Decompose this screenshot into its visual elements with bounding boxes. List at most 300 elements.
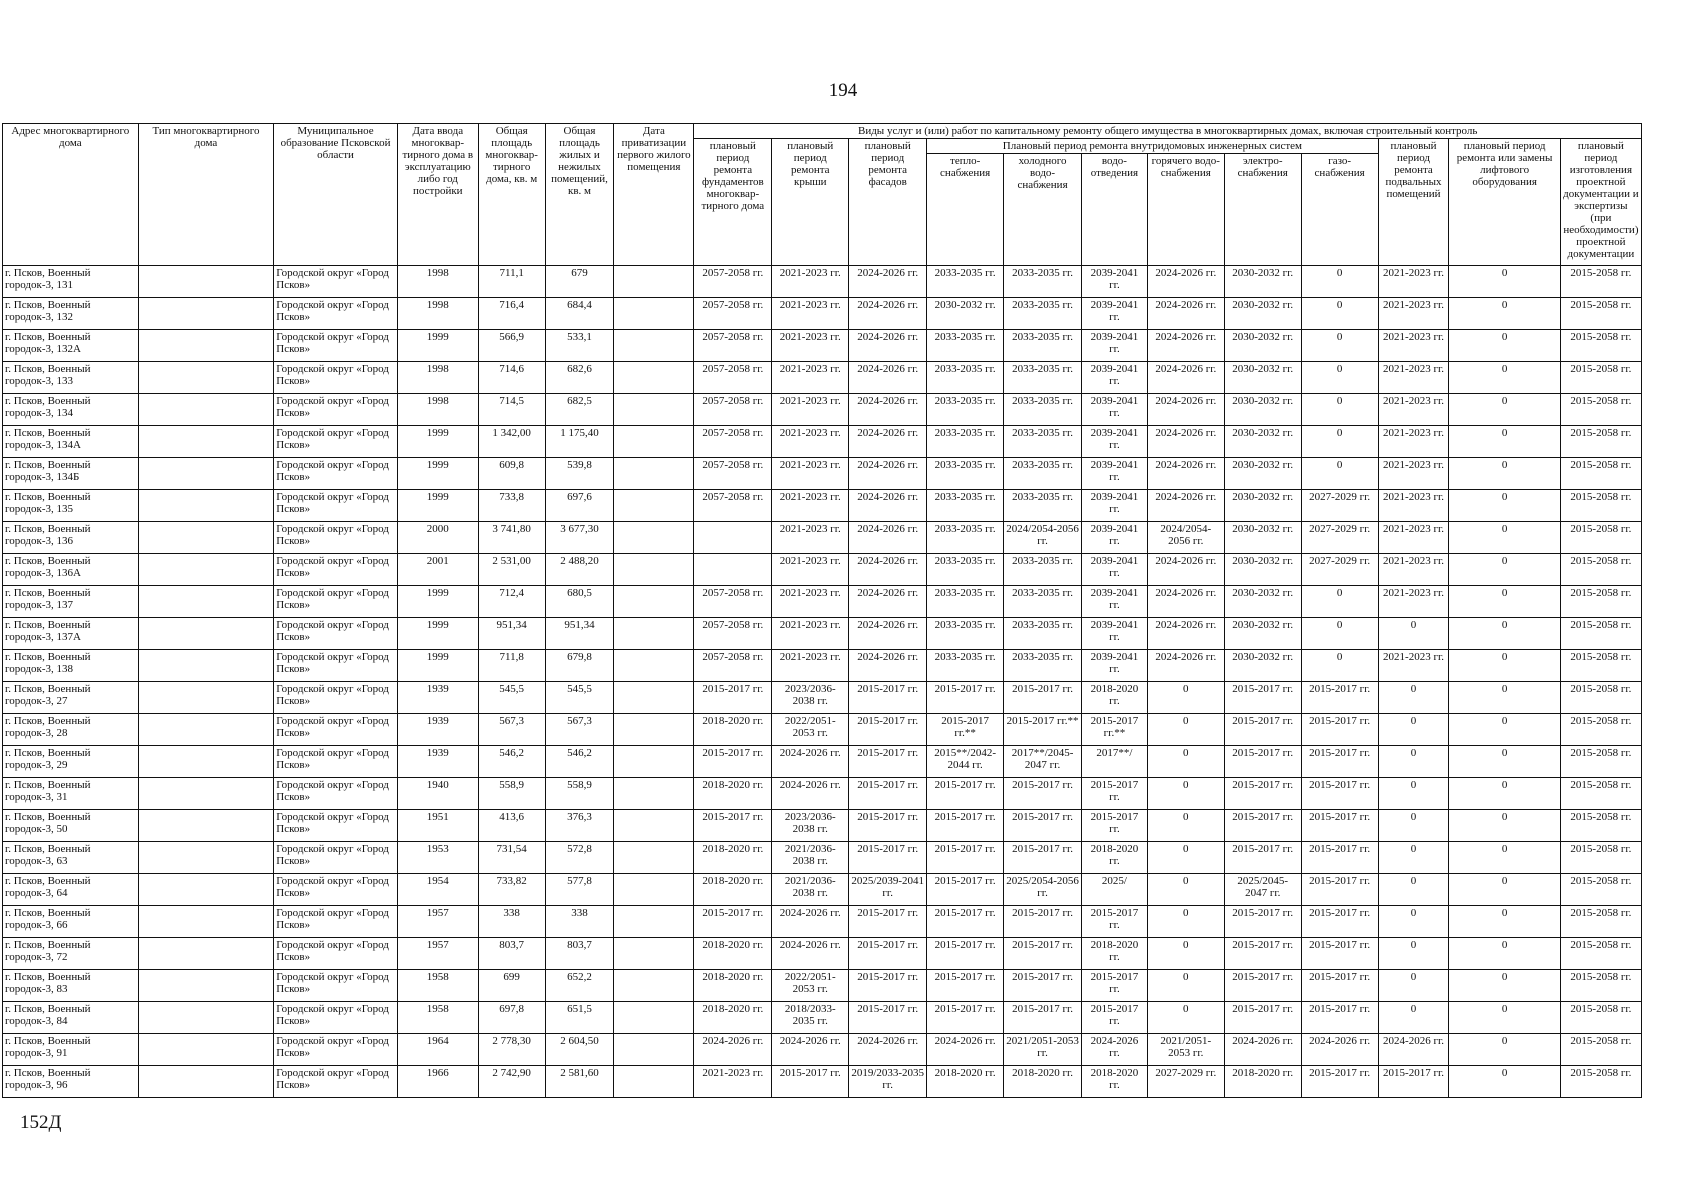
table-cell: 2015-2017 гг. [1301, 938, 1378, 970]
table-cell: 2015-2058 гг. [1560, 522, 1641, 554]
table-cell: 2015-2058 гг. [1560, 266, 1641, 298]
table-cell: 2015-2017 гг. [1004, 970, 1082, 1002]
table-cell: 0 [1449, 458, 1560, 490]
table-cell: 2057-2058 гг. [694, 266, 772, 298]
table-cell: 0 [1378, 778, 1449, 810]
table-cell: 0 [1147, 874, 1224, 906]
table-cell: 2015-2017 гг. [1004, 682, 1082, 714]
table-cell: Городской округ «Город Псков» [274, 298, 398, 330]
table-cell: 2015-2017 гг. [1301, 682, 1378, 714]
header-privatization-date: Дата приватизации первого жилого помещения [614, 124, 694, 266]
table-cell: 0 [1147, 842, 1224, 874]
table-cell: 2033-2035 гг. [1004, 650, 1082, 682]
table-cell: 533,1 [545, 330, 614, 362]
table-cell: 711,8 [478, 650, 545, 682]
table-cell: 2024-2026 гг. [927, 1034, 1004, 1066]
table-cell: 2033-2035 гг. [927, 458, 1004, 490]
table-cell: 0 [1301, 298, 1378, 330]
table-cell: 2015-2017 гг. [1224, 970, 1301, 1002]
table-cell: 2024-2026 гг. [849, 330, 927, 362]
table-row [3, 458, 1642, 490]
table-cell: 577,8 [545, 874, 614, 906]
table-cell [138, 1034, 274, 1066]
table-cell: 0 [1449, 586, 1560, 618]
table-cell: 2021-2023 гг. [772, 330, 849, 362]
table-cell: 2021-2023 гг. [1378, 426, 1449, 458]
table-row [3, 714, 1642, 746]
table-cell: 680,5 [545, 586, 614, 618]
table-cell: 1957 [397, 938, 478, 970]
table-cell: 539,8 [545, 458, 614, 490]
table-cell: 2015-2017 гг. [1224, 906, 1301, 938]
table-cell: 2015-2017 гг. [849, 842, 927, 874]
table-cell: 1958 [397, 970, 478, 1002]
table-cell: 2015-2017 гг. [694, 810, 772, 842]
table-cell: 697,6 [545, 490, 614, 522]
table-cell: 2021/2051-2053 гг. [1147, 1034, 1224, 1066]
table-cell: 2033-2035 гг. [1004, 490, 1082, 522]
table-cell: 2023/2036-2038 гг. [772, 810, 849, 842]
table-cell: 2022/2051-2053 гг. [772, 714, 849, 746]
table-cell: 1940 [397, 778, 478, 810]
table-cell: 2025/2054-2056 гг. [1004, 874, 1082, 906]
table-cell: 2024-2026 гг. [849, 426, 927, 458]
table-cell: 2030-2032 гг. [1224, 298, 1301, 330]
table-cell: 0 [1449, 650, 1560, 682]
table-cell [614, 874, 694, 906]
table-cell: 1958 [397, 1002, 478, 1034]
table-cell: 338 [545, 906, 614, 938]
table-cell: г. Псков, Военный городок-3, 131 [3, 266, 139, 298]
table-cell: Городской округ «Город Псков» [274, 842, 398, 874]
table-cell [614, 810, 694, 842]
table-cell: 2027-2029 гг. [1301, 490, 1378, 522]
table-cell: 684,4 [545, 298, 614, 330]
table-cell: 2027-2029 гг. [1147, 1066, 1224, 1098]
table-cell: 716,4 [478, 298, 545, 330]
table-cell: 2015-2017 гг. [1301, 1066, 1378, 1098]
table-cell: 2024-2026 гг. [1147, 362, 1224, 394]
table-cell [614, 426, 694, 458]
table-cell: 2000 [397, 522, 478, 554]
table-cell: Городской округ «Город Псков» [274, 330, 398, 362]
table-cell: 0 [1378, 714, 1449, 746]
table-cell: 0 [1378, 682, 1449, 714]
table-cell: 2015-2017 гг.** [1082, 714, 1148, 746]
table-cell: 2039-2041 гг. [1082, 650, 1148, 682]
table-cell: 2021-2023 гг. [772, 586, 849, 618]
table-cell: 2015-2058 гг. [1560, 490, 1641, 522]
table-cell [614, 298, 694, 330]
table-cell: 2015-2017 гг. [1301, 906, 1378, 938]
table-cell [138, 298, 274, 330]
table-cell: Городской округ «Город Псков» [274, 746, 398, 778]
table-cell: 0 [1449, 362, 1560, 394]
table-cell: 0 [1301, 586, 1378, 618]
table-cell: 652,2 [545, 970, 614, 1002]
table-cell: 682,6 [545, 362, 614, 394]
table-cell: 2024-2026 гг. [849, 458, 927, 490]
table-cell: 2024-2026 гг. [772, 938, 849, 970]
table-cell: 2015-2017 гг. [927, 874, 1004, 906]
table-cell: г. Псков, Военный городок-3, 31 [3, 778, 139, 810]
table-cell: 2015-2017 гг. [927, 970, 1004, 1002]
table-cell: 2021-2023 гг. [1378, 362, 1449, 394]
table-cell: 546,2 [545, 746, 614, 778]
table-cell: Городской округ «Город Псков» [274, 362, 398, 394]
table-cell: 2021/2036-2038 гг. [772, 842, 849, 874]
table-cell: Городской округ «Город Псков» [274, 266, 398, 298]
header-hot-water: горячего водо-снабжения [1147, 154, 1224, 266]
table-cell: 2018/2033-2035 гг. [772, 1002, 849, 1034]
table-cell: 2 778,30 [478, 1034, 545, 1066]
table-cell: 1999 [397, 490, 478, 522]
table-cell: 2021/2051-2053 гг. [1004, 1034, 1082, 1066]
table-cell [138, 1066, 274, 1098]
table-cell [138, 362, 274, 394]
table-cell [138, 906, 274, 938]
table-cell: 2021-2023 гг. [1378, 554, 1449, 586]
table-cell: г. Псков, Военный городок-3, 63 [3, 842, 139, 874]
table-cell [614, 458, 694, 490]
table-cell: 2025/2045-2047 гг. [1224, 874, 1301, 906]
table-cell [138, 778, 274, 810]
table-cell: 0 [1378, 746, 1449, 778]
table-cell: 1939 [397, 746, 478, 778]
table-cell: 2021-2023 гг. [1378, 458, 1449, 490]
table-cell: 2024-2026 гг. [1147, 554, 1224, 586]
table-cell: 731,54 [478, 842, 545, 874]
header-electricity: электро-снабжения [1224, 154, 1301, 266]
table-cell: 2015-2017 гг. [1224, 682, 1301, 714]
table-cell: 2023/2036-2038 гг. [772, 682, 849, 714]
table-cell: 2024-2026 гг. [849, 554, 927, 586]
table-cell: 2015-2017 гг. [1224, 746, 1301, 778]
table-cell: 0 [1449, 394, 1560, 426]
table-cell: 2021-2023 гг. [1378, 650, 1449, 682]
table-cell: г. Псков, Военный городок-3, 72 [3, 938, 139, 970]
table-cell: Городской округ «Город Псков» [274, 650, 398, 682]
table-cell: 2057-2058 гг. [694, 298, 772, 330]
table-cell: 2015-2058 гг. [1560, 426, 1641, 458]
table-cell: 0 [1147, 906, 1224, 938]
table-cell [138, 490, 274, 522]
table-cell [614, 586, 694, 618]
table-cell: 0 [1449, 842, 1560, 874]
table-cell: 0 [1147, 746, 1224, 778]
table-cell: 2039-2041 гг. [1082, 490, 1148, 522]
table-cell: 0 [1147, 1002, 1224, 1034]
table-cell: 2 604,50 [545, 1034, 614, 1066]
table-cell: 2021-2023 гг. [1378, 266, 1449, 298]
table-cell: 2030-2032 гг. [1224, 394, 1301, 426]
table-cell: 2030-2032 гг. [1224, 266, 1301, 298]
table-cell: 1966 [397, 1066, 478, 1098]
table-cell: 2015-2017 гг. [1301, 1002, 1378, 1034]
table-cell: 2021-2023 гг. [772, 266, 849, 298]
table-cell: 2018-2020 гг. [694, 842, 772, 874]
table-row [3, 650, 1642, 682]
table-body [3, 266, 1642, 1098]
table-cell [138, 586, 274, 618]
table-cell: Городской округ «Город Псков» [274, 938, 398, 970]
table-cell: 1 175,40 [545, 426, 614, 458]
table-cell: 2024-2026 гг. [1147, 298, 1224, 330]
table-cell: 2024-2026 гг. [772, 906, 849, 938]
table-cell: 2033-2035 гг. [1004, 298, 1082, 330]
table-cell: 2015-2017 гг. [927, 938, 1004, 970]
table-cell: г. Псков, Военный городок-3, 138 [3, 650, 139, 682]
table-cell: 2057-2058 гг. [694, 650, 772, 682]
table-cell: 2015-2017 гг.** [927, 714, 1004, 746]
table-cell: 2015-2058 гг. [1560, 1002, 1641, 1034]
table-cell: 1954 [397, 874, 478, 906]
table-cell: 0 [1378, 906, 1449, 938]
table-cell: 2015-2017 гг. [849, 906, 927, 938]
table-cell: 0 [1449, 330, 1560, 362]
table-cell: Городской округ «Город Псков» [274, 426, 398, 458]
table-cell: 566,9 [478, 330, 545, 362]
table-cell: г. Псков, Военный городок-3, 135 [3, 490, 139, 522]
table-cell: 2015-2017 гг. [1082, 1002, 1148, 1034]
table-cell: 2015-2017 гг. [1004, 1002, 1082, 1034]
table-cell: 1939 [397, 682, 478, 714]
table-cell: 0 [1378, 1002, 1449, 1034]
header-systems-group: Плановый период ремонта внутридомовых инженерных систем [927, 139, 1378, 154]
table-cell: 2024-2026 гг. [1147, 394, 1224, 426]
table-cell: 2039-2041 гг. [1082, 394, 1148, 426]
table-cell: 2018-2020 гг. [1082, 1066, 1148, 1098]
table-cell: Городской округ «Город Псков» [274, 810, 398, 842]
table-cell: 0 [1147, 778, 1224, 810]
capital-repair-table [2, 123, 1642, 1098]
table-row [3, 746, 1642, 778]
table-row [3, 682, 1642, 714]
table-row [3, 266, 1642, 298]
table-cell: 2024-2026 гг. [1147, 458, 1224, 490]
table-cell [614, 490, 694, 522]
table-cell: 0 [1449, 618, 1560, 650]
table-cell [694, 554, 772, 586]
table-cell: 2018-2020 гг. [1082, 682, 1148, 714]
header-total-area: Общая площадь многоквар-тирного дома, кв. м [478, 124, 545, 266]
header-elevator: плановый период ремонта или замены лифтового оборудования [1449, 139, 1560, 266]
table-cell: 0 [1449, 554, 1560, 586]
table-cell: г. Псков, Военный городок-3, 29 [3, 746, 139, 778]
table-cell [138, 394, 274, 426]
table-cell: 2024-2026 гг. [849, 490, 927, 522]
table-row [3, 1034, 1642, 1066]
table-cell: 2015-2058 гг. [1560, 1034, 1641, 1066]
table-cell: 2024-2026 гг. [694, 1034, 772, 1066]
table-cell: г. Псков, Военный городок-3, 133 [3, 362, 139, 394]
table-cell: 0 [1449, 298, 1560, 330]
table-row [3, 938, 1642, 970]
table-cell: 2015-2058 гг. [1560, 330, 1641, 362]
table-cell: 679 [545, 266, 614, 298]
table-cell: 2030-2032 гг. [1224, 330, 1301, 362]
table-cell: 2015-2017 гг. [849, 1002, 927, 1034]
table-cell: 2021-2023 гг. [772, 522, 849, 554]
table-cell: 2024-2026 гг. [1147, 586, 1224, 618]
table-cell: 1939 [397, 714, 478, 746]
table-cell: 0 [1449, 1002, 1560, 1034]
table-cell: 951,34 [545, 618, 614, 650]
table-cell [138, 458, 274, 490]
table-cell: 2015-2058 гг. [1560, 778, 1641, 810]
table-cell: 2015-2017 гг. [1004, 842, 1082, 874]
table-cell: 2033-2035 гг. [927, 394, 1004, 426]
table-cell: 0 [1301, 426, 1378, 458]
table-cell: 1999 [397, 426, 478, 458]
table-cell: Городской округ «Город Псков» [274, 1066, 398, 1098]
header-house-type: Тип многоквартирного дома [138, 124, 274, 266]
table-cell: 2039-2041 гг. [1082, 298, 1148, 330]
table-cell [614, 650, 694, 682]
table-cell: 2057-2058 гг. [694, 330, 772, 362]
header-roof: плановый период ремонта крыши [772, 139, 849, 266]
table-cell: 2015-2017 гг. [694, 746, 772, 778]
table-cell: 2027-2029 гг. [1301, 522, 1378, 554]
table-cell: 2057-2058 гг. [694, 458, 772, 490]
table-cell: 2018-2020 гг. [1082, 938, 1148, 970]
page-number: 194 [828, 80, 858, 101]
table-cell: 2033-2035 гг. [1004, 586, 1082, 618]
table-cell: 0 [1449, 970, 1560, 1002]
table-cell: 2015-2058 гг. [1560, 554, 1641, 586]
table-cell: 2039-2041 гг. [1082, 266, 1148, 298]
table-cell: 2021-2023 гг. [772, 618, 849, 650]
table-cell: 2030-2032 гг. [1224, 458, 1301, 490]
table-cell: 2057-2058 гг. [694, 394, 772, 426]
table-cell: 1999 [397, 586, 478, 618]
table-cell: 2021-2023 гг. [772, 490, 849, 522]
table-cell: 2025/2039-2041 гг. [849, 874, 927, 906]
table-cell [614, 330, 694, 362]
table-cell: 2015-2017 гг. [1301, 874, 1378, 906]
table-row [3, 362, 1642, 394]
table-cell: 2024-2026 гг. [849, 618, 927, 650]
table-row [3, 874, 1642, 906]
table-cell: 2021-2023 гг. [1378, 490, 1449, 522]
table-cell: 2015-2017 гг. [927, 1002, 1004, 1034]
table-cell: 2039-2041 гг. [1082, 586, 1148, 618]
table-cell: Городской округ «Город Псков» [274, 618, 398, 650]
table-cell: 2015-2017 гг. [1082, 970, 1148, 1002]
table-cell: 2018-2020 гг. [694, 714, 772, 746]
table-cell: г. Псков, Военный городок-3, 136А [3, 554, 139, 586]
table-cell: 2 488,20 [545, 554, 614, 586]
table-cell: 2015-2017 гг. [849, 714, 927, 746]
table-cell: 2024-2026 гг. [1082, 1034, 1148, 1066]
table-cell: 2021-2023 гг. [1378, 522, 1449, 554]
table-cell: 2024-2026 гг. [1147, 490, 1224, 522]
table-cell: г. Псков, Военный городок-3, 96 [3, 1066, 139, 1098]
table-row [3, 522, 1642, 554]
table-cell [614, 1002, 694, 1034]
table-row [3, 970, 1642, 1002]
table-cell: г. Псков, Военный городок-3, 134 [3, 394, 139, 426]
table-row [3, 810, 1642, 842]
table-cell [138, 874, 274, 906]
table-cell: 2015-2017 гг. [772, 1066, 849, 1098]
table-row [3, 778, 1642, 810]
table-cell: 0 [1449, 746, 1560, 778]
table-cell: г. Псков, Военный городок-3, 136 [3, 522, 139, 554]
table-cell: 2024-2026 гг. [849, 1034, 927, 1066]
table-cell: 0 [1449, 906, 1560, 938]
table-cell: 2033-2035 гг. [1004, 266, 1082, 298]
table-cell: 2021-2023 гг. [772, 298, 849, 330]
header-basement: плановый период ремонта подвальных помещений [1378, 139, 1449, 266]
table-cell: 2015-2058 гг. [1560, 362, 1641, 394]
table-cell: 2030-2032 гг. [1224, 586, 1301, 618]
table-cell: 2015-2017 гг. [1082, 810, 1148, 842]
table-cell: 0 [1449, 522, 1560, 554]
table-cell: Городской округ «Город Псков» [274, 522, 398, 554]
table-cell: 2015-2058 гг. [1560, 682, 1641, 714]
table-cell: 1998 [397, 298, 478, 330]
header-sewerage: водо-отведения [1082, 154, 1148, 266]
table-cell: 2030-2032 гг. [1224, 522, 1301, 554]
table-cell: 1951 [397, 810, 478, 842]
table-cell: 2015-2017 гг. [1224, 714, 1301, 746]
table-cell: Городской округ «Город Псков» [274, 778, 398, 810]
table-cell: Городской округ «Город Псков» [274, 1034, 398, 1066]
table-cell: 545,5 [478, 682, 545, 714]
table-cell: 2024-2026 гг. [1147, 330, 1224, 362]
table-cell: Городской округ «Город Псков» [274, 874, 398, 906]
table-cell [138, 938, 274, 970]
table-cell: 733,8 [478, 490, 545, 522]
table-cell [138, 842, 274, 874]
table-cell: 338 [478, 906, 545, 938]
table-cell: 651,5 [545, 1002, 614, 1034]
table-cell [614, 714, 694, 746]
table-cell: 2024-2026 гг. [849, 298, 927, 330]
table-cell: 2015-2017 гг. [927, 778, 1004, 810]
table-cell: г. Псков, Военный городок-3, 91 [3, 1034, 139, 1066]
table-row [3, 490, 1642, 522]
table-cell: 2033-2035 гг. [1004, 458, 1082, 490]
table-cell: 2018-2020 гг. [694, 1002, 772, 1034]
table-cell: Городской округ «Город Псков» [274, 554, 398, 586]
table-cell: 679,8 [545, 650, 614, 682]
table-cell: 2015-2017 гг. [1004, 906, 1082, 938]
table-cell: 1 342,00 [478, 426, 545, 458]
table-cell: 2015-2017 гг. [849, 810, 927, 842]
table-cell: 0 [1449, 1066, 1560, 1098]
table-cell: Городской округ «Город Псков» [274, 906, 398, 938]
table-cell [138, 682, 274, 714]
table-cell: 2015-2058 гг. [1560, 970, 1641, 1002]
table-cell: Городской округ «Город Псков» [274, 586, 398, 618]
table-cell: 699 [478, 970, 545, 1002]
table-cell: 0 [1301, 394, 1378, 426]
table-cell: 2030-2032 гг. [1224, 618, 1301, 650]
table-cell: 2015-2017 гг. [1301, 714, 1378, 746]
table-cell: г. Псков, Военный городок-3, 134А [3, 426, 139, 458]
table-cell: 2033-2035 гг. [927, 618, 1004, 650]
table-cell: 567,3 [478, 714, 545, 746]
table-cell: 2027-2029 гг. [1301, 554, 1378, 586]
table-cell: 2024-2026 гг. [849, 394, 927, 426]
table-cell: 697,8 [478, 1002, 545, 1034]
table-cell [138, 650, 274, 682]
table-row [3, 554, 1642, 586]
table-cell: Городской округ «Город Псков» [274, 458, 398, 490]
table-cell: г. Псков, Военный городок-3, 83 [3, 970, 139, 1002]
